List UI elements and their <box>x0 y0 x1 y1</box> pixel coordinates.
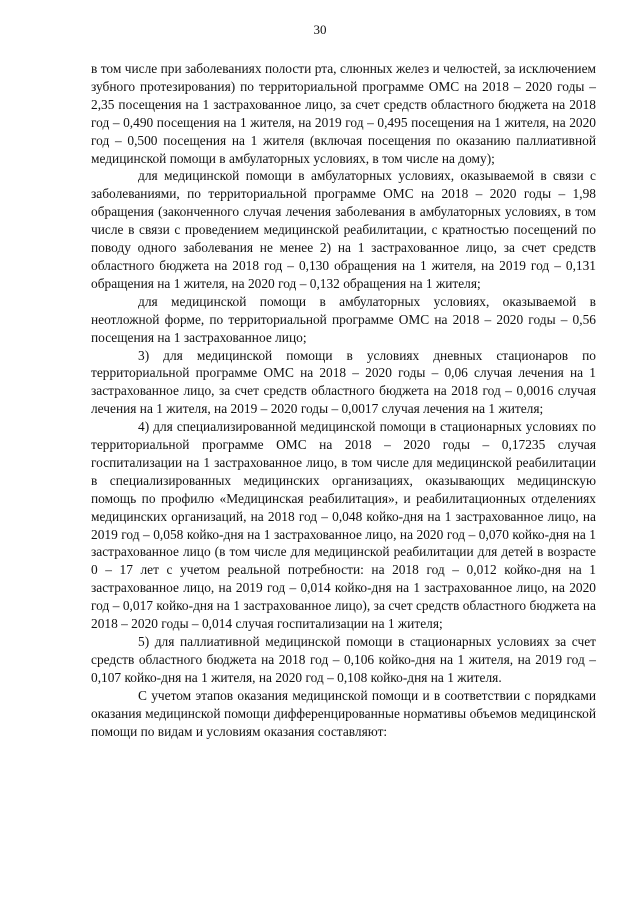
paragraph-urgent-care: для медицинской помощи в амбулаторных условиях, оказываемой в неотложной форме, по территориальной программе ОМС на 2018 – 2020 годы – 0,56 посещения на 1 застрахованное лицо; <box>91 293 596 345</box>
paragraph-palliative-care: 5) для паллиативной медицинской помощи в стационарных условиях за счет средств областного бюджета на 2018 год – 0,106 койко-дня на 1 жителя, на 2019 год – 0,107 койко-дня на 1 жителя, на 2020 год – 0,108 койко-дня на 1 жителя. <box>91 634 596 685</box>
paragraph-disease-visits: для медицинской помощи в амбулаторных условиях, оказываемой в связи с заболеваниями, по территориальной программе ОМС на 2018 – 2020 годы – 1,98 обращения (законченного случая лечения заболевания в амбулаторных условиях, в том числе в связи с проведением медицинской реабилитации, с кратностью посещений по поводу одного заболевания не менее 2) на 1 застрахованное лицо, за счет средств областного бюджета на 2018 год – 0,130 обращения на 1 жителя, на 2019 год – 0,131 обращения на 1 жителя, на 2020 год – 0,132 обращения на 1 жителя; <box>91 168 596 291</box>
paragraph-visits-continued: в том числе при заболеваниях полости рта, слюнных желез и челюстей, за исключением зубного протезирования) по территориальной программе ОМС на 2018 – 2020 годы – 2,35 посещения на 1 застрахованное лицо, за счет средств областного бюджета на 2018 год – 0,490 посещения на 1 жителя, на 2019 год – 0,495 посещения на 1 жителя, на 2020 год – 0,500 посещения на 1 жителя (включая посещения по оказанию паллиативной медицинской помощи в амбулаторных условиях, в том числе на дому); <box>91 61 596 166</box>
paragraph-differentiated-norms: С учетом этапов оказания медицинской помощи и в соответствии с порядками оказания медицинской помощи дифференцированные нормативы объемов медицинской помощи по видам и условиям оказания составляют: <box>91 687 596 739</box>
paragraph-day-hospital: 3) для медицинской помощи в условиях дневных стационаров по территориальной программе ОМС на 2018 – 2020 годы – 0,06 случая лечения на 1 застрахованное лицо, за счет средств областного бюджета на 2018 год – 0,0016 случая лечения на 1 жителя, на 2019 – 2020 годы – 0,0017 случая лечения на 1 жителя; <box>91 347 596 417</box>
document-body <box>91 60 596 740</box>
paragraph-inpatient-care: 4) для специализированной медицинской помощи в стационарных условиях по территориальной программе ОМС на 2018 – 2020 годы – 0,17235 случая госпитализации на 1 застрахованное лицо, в том числе для медицинской реабилитации в специализированных медицинских организациях, оказывающих медицинскую помощь по профилю «Медицинская реабилитация», и реабилитационных отделениях медицинских организаций, на 2018 год – 0,048 койко-дня на 1 застрахованное лицо, на 2019 год – 0,058 койко-дня на 1 застрахованное лицо, на 2020 год – 0,070 койко-дня на 1 застрахованное лицо (в том числе для медицинской реабилитации для детей в возрасте 0 – 17 лет с учетом реальной потребности: на 2018 год – 0,012 койко-дня на 1 застрахованное лицо, на 2019 год – 0,014 койко-дня на 1 застрахованное лицо, на 2020 год – 0,017 койко-дня на 1 застрахованное лицо), за счет средств областного бюджета на 2018 – 2020 годы – 0,014 случая госпитализации на 1 жителя; <box>91 419 596 632</box>
page-number: 30 <box>313 22 327 37</box>
